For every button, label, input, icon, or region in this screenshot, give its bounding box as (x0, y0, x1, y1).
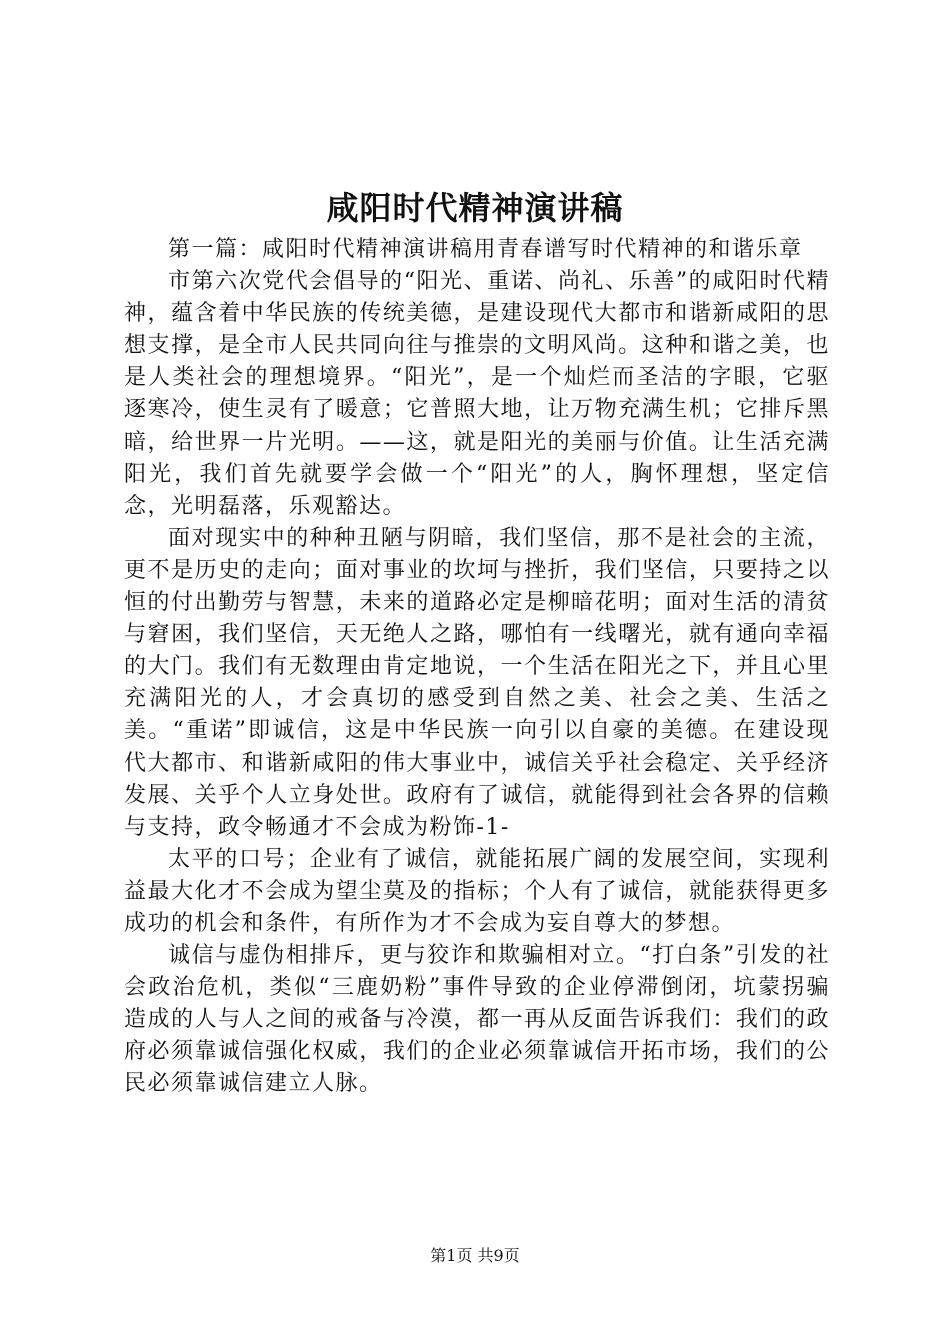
paragraph-4: 太平的口号；企业有了诚信，就能拓展广阔的发展空间，实现利益最大化才不会成为望尘莫及的指标；个人有了诚信，就能获得更多成功的机会和条件，有所作为才不会成为妄自尊大的梦想。 (124, 846, 830, 936)
paragraph-3: 面对现实中的种种丑陋与阴暗，我们坚信，那不是社会的主流，更不是历史的走向；面对事业的坎坷与挫折，我们坚信，只要持之以恒的付出勤劳与智慧，未来的道路必定是柳暗花明；面对生活的清贫与窘困，我们坚信，天无绝人之路，哪怕有一线曙光，就有通向幸福的大门。我们有无数理由肯定地说，一个生活在阳光之下，并且心里充满阳光的人，才会真切的感受到自然之美、社会之美、生活之美。“重诺”即诚信，这是中华民族一向引以自豪的美德。在建设现代大都市、和谐新咸阳的伟大事业中，诚信关乎社会稳定、关乎经济发展、关乎个人立身处世。政府有了诚信，就能得到社会各界的信赖与支持，政令畅通才不会成为粉饰-1- (124, 525, 830, 840)
paragraph-2: 市第六次党代会倡导的“阳光、重诺、尚礼、乐善”的咸阳时代精神，蕴含着中华民族的传统美德，是建设现代大都市和谐新咸阳的思想支撑，是全市人民共同向往与推崇的文明风尚。这种和谐之美，也是人类社会的理想境界。“阳光”，是一个灿烂而圣洁的字眼，它驱逐寒冷，使生灵有了暖意；它普照大地，让万物充满生机；它排斥黑暗，给世界一片光明。——这，就是阳光的美丽与价值。让生活充满阳光，我们首先就要学会做一个“阳光”的人，胸怀理想，坚定信念，光明磊落，乐观豁达。 (124, 269, 830, 519)
document-body (124, 234, 830, 1101)
document-title: 咸阳时代精神演讲稿 (326, 189, 624, 227)
paragraph-5: 诚信与虚伪相排斥，更与狡诈和欺骗相对立。“打白条”引发的社会政治危机，类似“三鹿奶粉”事件导致的企业停滞倒闭，坑蒙拐骗造成的人与人之间的戒备与冷漠，都一再从反面告诉我们：我们的政府必须靠诚信强化权威，我们的企业必须靠诚信开拓市场，我们的公民必须靠诚信建立人脉。 (124, 943, 830, 1097)
paragraph-1: 第一篇：咸阳时代精神演讲稿用青春谱写时代精神的和谐乐章 (168, 237, 803, 262)
page-footer: 第1页 共9页 (430, 1246, 520, 1265)
